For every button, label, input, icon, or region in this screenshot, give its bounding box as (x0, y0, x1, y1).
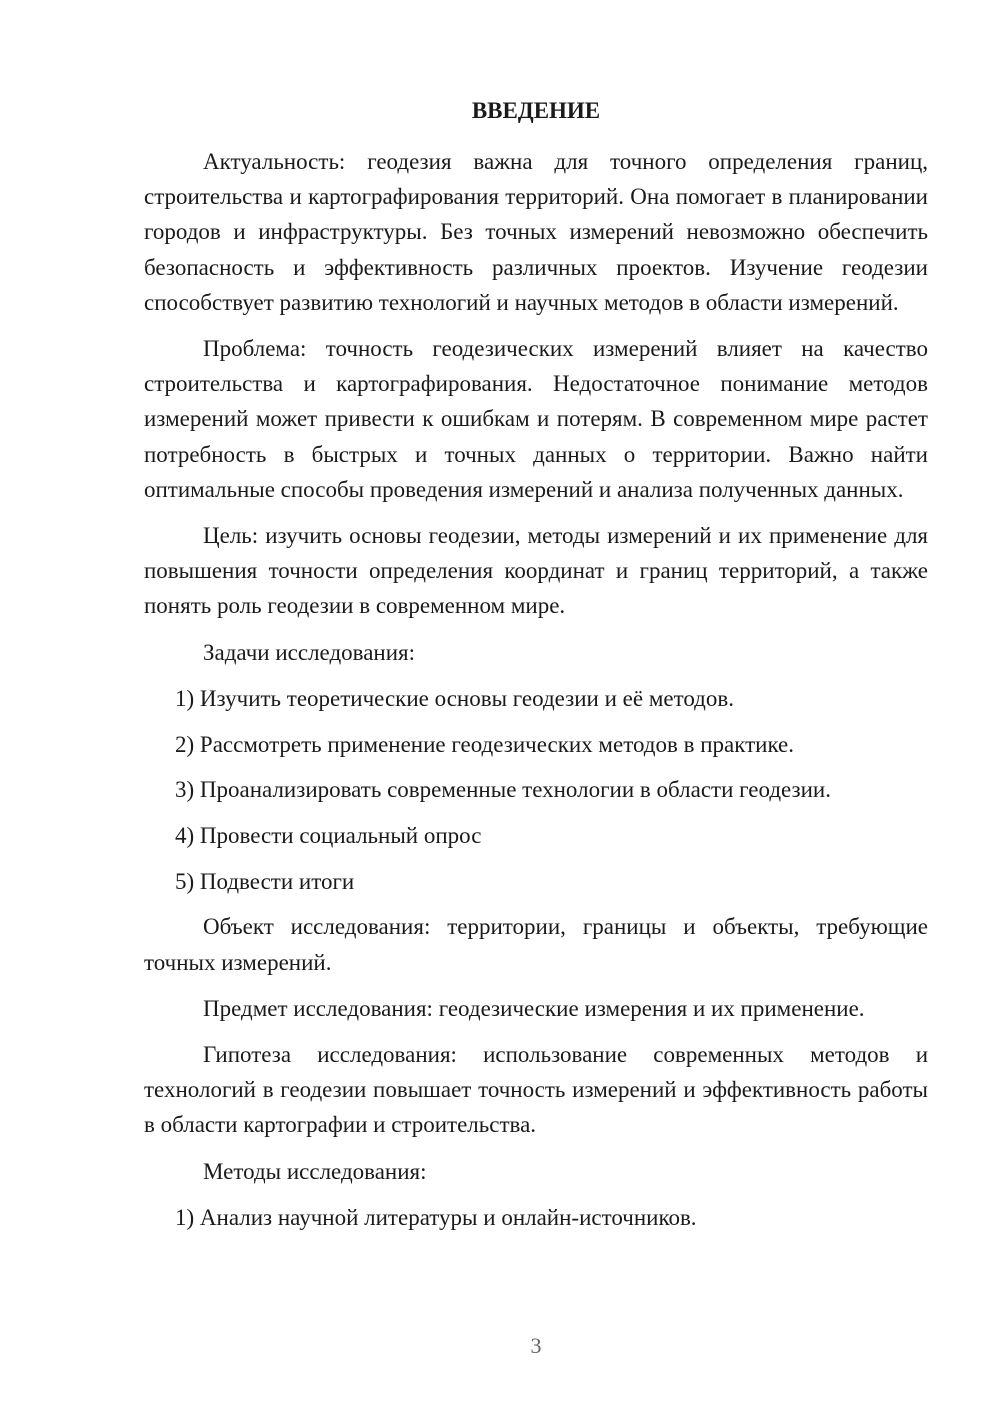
task-item: 2) Рассмотреть применение геодезических методов в практике. (175, 731, 795, 757)
methods-heading: Методы исследования: (203, 1158, 427, 1184)
task-item: 1) Изучить теоретические основы геодезии и её методов. (175, 685, 734, 711)
paragraph-subject: Предмет исследования: геодезические измерения и их применение. (203, 995, 865, 1021)
task-item: 4) Провести социальный опрос (175, 822, 482, 848)
section-title: ВВЕДЕНИЕ (471, 98, 601, 123)
task-item: 5) Подвести итоги (175, 868, 355, 894)
document-body (144, 144, 928, 1245)
paragraph-problem: Проблема: точность геодезических измерений влияет на качество строительства и картографирования. Недостаточное понимание методов измерений может привести к ошибкам и потерям. В современном мире растет потребность в быстрых и точных данных о территории. Важно найти оптимальные способы проведения измерений и анализа полученных данных. (144, 336, 928, 502)
method-item: 1) Анализ научной литературы и онлайн-источников. (175, 1204, 697, 1230)
paragraph-hypothesis: Гипотеза исследования: использование современных методов и технологий в геодезии повышает точность измерений и эффективность работы в области картографии и строительства. (144, 1041, 928, 1138)
page-number: 3 (530, 1333, 542, 1358)
paragraph-goal: Цель: изучить основы геодезии, методы измерений и их применение для повышения точности определения координат и границ территорий, а также понять роль геодезии в современном мире. (144, 523, 928, 619)
tasks-heading: Задачи исследования: (203, 639, 416, 665)
paragraph-relevance: Актуальность: геодезия важна для точного определения границ, строительства и картографирования территорий. Она помогает в планировании городов и инфраструктуры. Без точных измерений невозможно обеспечить безопасность и эффективность различных проектов. Изучение геодезии способствует развитию технологий и научных методов в области измерений. (144, 149, 928, 315)
paragraph-object: Объект исследования: территории, границы и объекты, требующие точных измерений. (144, 914, 928, 975)
task-item: 3) Проанализировать современные технологии в области геодезии. (175, 777, 831, 803)
